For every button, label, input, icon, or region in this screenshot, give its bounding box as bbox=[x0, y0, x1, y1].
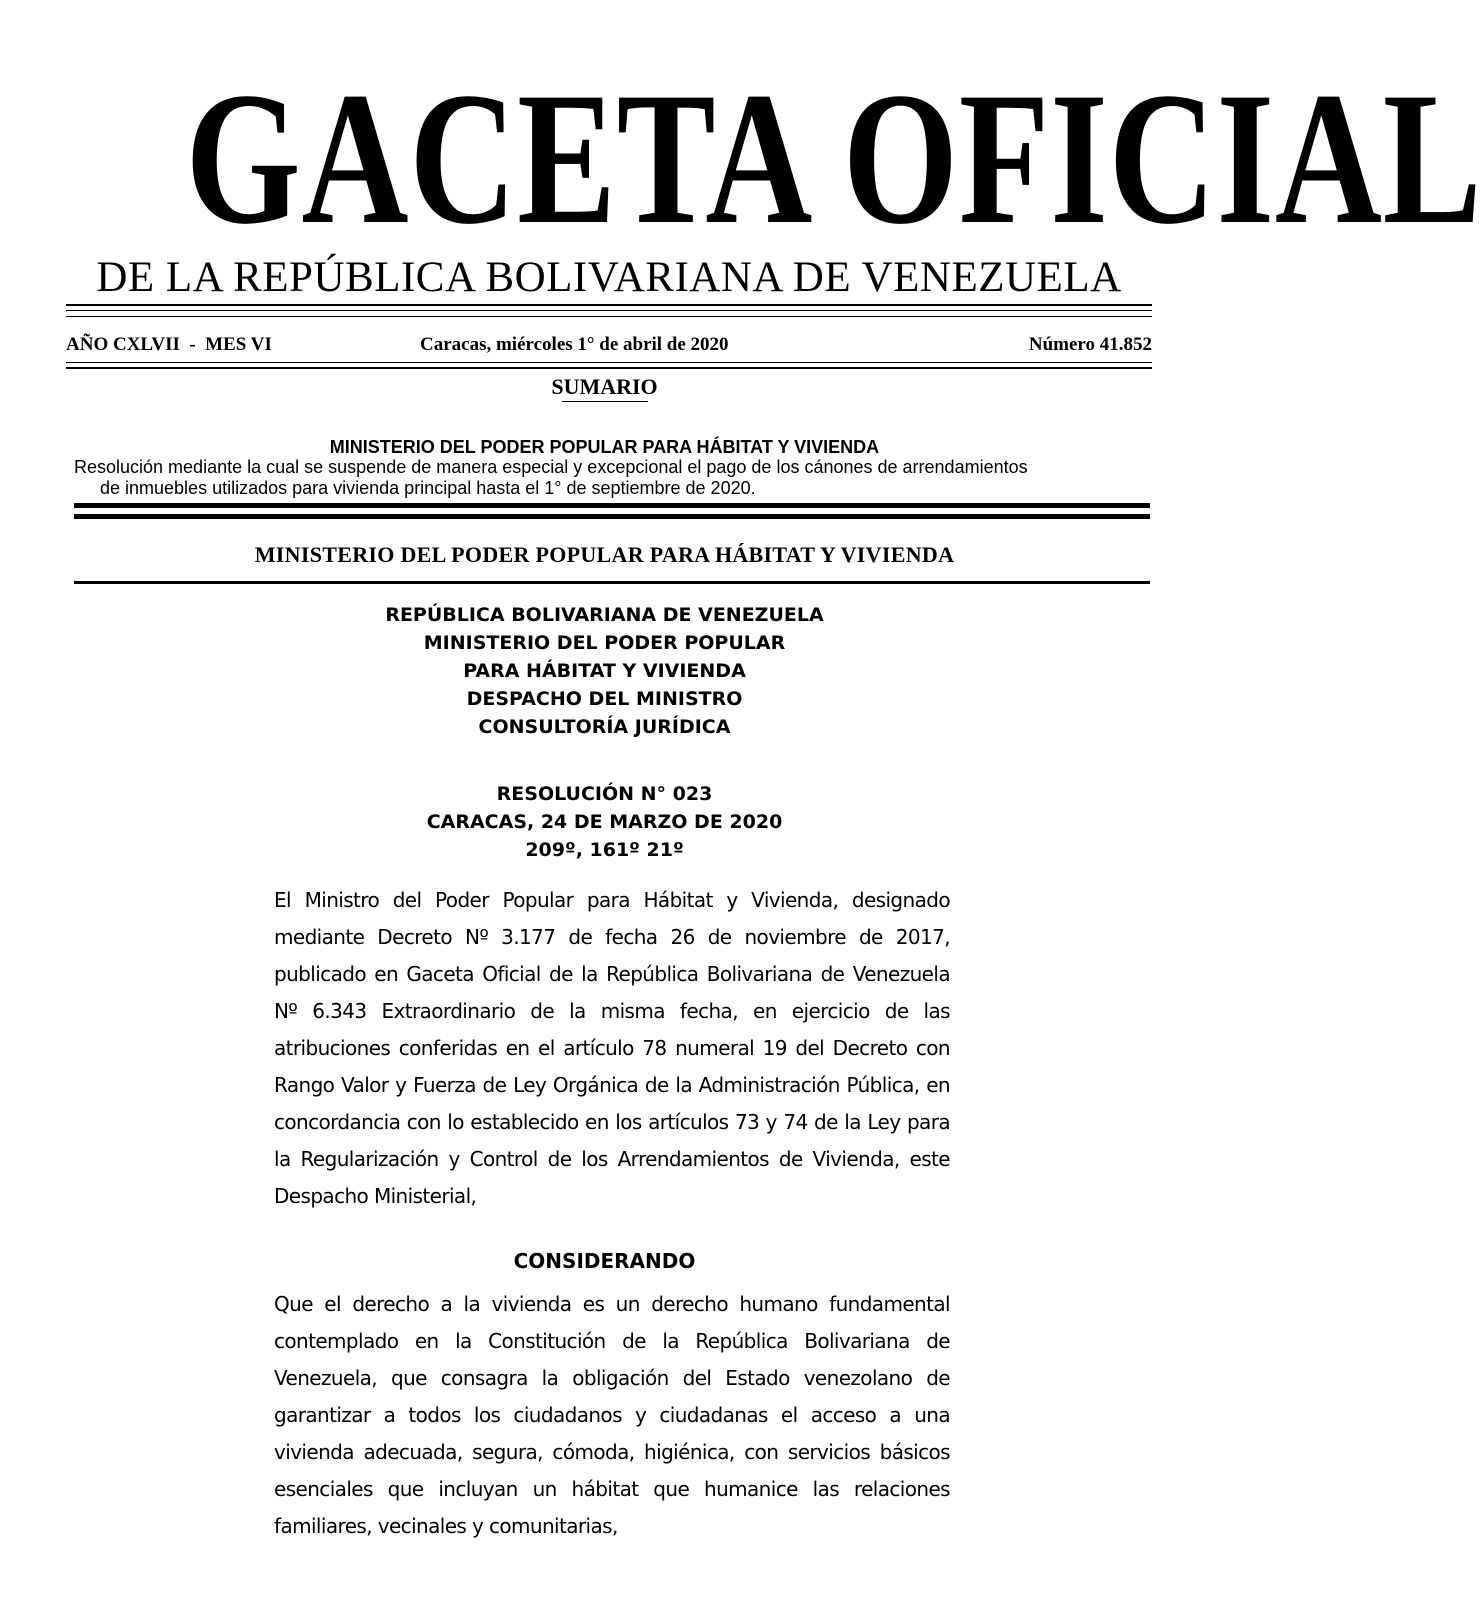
masthead-subtitle: DE LA REPÚBLICA BOLIVARIANA DE VENEZUELA bbox=[96, 254, 1122, 301]
divider bbox=[74, 503, 1150, 508]
masthead-title: GACETA OFICIAL bbox=[185, 54, 1482, 264]
issuer-line: CONSULTORÍA JURÍDICA bbox=[478, 716, 731, 738]
issuer-line: PARA HÁBITAT Y VIVIENDA bbox=[463, 660, 746, 682]
divider bbox=[66, 362, 1152, 363]
divider bbox=[74, 581, 1150, 584]
sumario-ministry: MINISTERIO DEL PODER POPULAR PARA HÁBITAT Y VIVIENDA bbox=[329, 437, 880, 457]
issuer-line: DESPACHO DEL MINISTRO bbox=[466, 688, 743, 710]
sumario-description bbox=[74, 457, 1150, 499]
divider bbox=[74, 514, 1150, 519]
sumario-title: SUMARIO bbox=[551, 374, 658, 399]
divider bbox=[66, 310, 1152, 311]
divider bbox=[66, 304, 1152, 306]
divider bbox=[66, 367, 1152, 369]
issue-info bbox=[66, 333, 1152, 357]
divider bbox=[66, 316, 1152, 317]
sumario-desc-line: Resolución mediante la cual se suspende de manera especial y excepcional el pago de los cánones de arrendamientos bbox=[74, 457, 1028, 477]
issue-number: Número 41.852 bbox=[1028, 334, 1152, 355]
section-title: MINISTERIO DEL PODER POPULAR PARA HÁBITAT Y VIVIENDA bbox=[254, 542, 955, 567]
issue-place-date: Caracas, miércoles 1° de abril de 2020 bbox=[420, 334, 729, 355]
resolution-date: CARACAS, 24 DE MARZO DE 2020 bbox=[426, 811, 783, 833]
issuer-line: REPÚBLICA BOLIVARIANA DE VENEZUELA bbox=[385, 604, 824, 626]
sumario-underline bbox=[562, 401, 648, 402]
considerando-paragraph: Que el derecho a la vivienda es un derecho humano fundamental contemplado en la Constitución de la República Bolivariana de Venezuela, que consagra la obligación del Estado venezolano de garantizar a todos los ciudadanos y ciudadanas el acceso a una vivienda adecuada, segura, cómoda, higiénica, con servicios básicos esenciales que incluyan un hábitat que humanice las relaciones familiares, vecinales y comunitarias, bbox=[274, 1292, 950, 1538]
issuer-block bbox=[0, 601, 1209, 741]
issue-year-month: AÑO CXLVII - MES VI bbox=[66, 334, 272, 355]
resolution-number: RESOLUCIÓN N° 023 bbox=[496, 783, 713, 805]
considerando-heading: CONSIDERANDO bbox=[513, 1249, 696, 1273]
issuer-line: MINISTERIO DEL PODER POPULAR bbox=[423, 632, 786, 654]
resolution-years: 209º, 161º 21º bbox=[525, 839, 684, 861]
masthead bbox=[66, 54, 1482, 264]
sumario-desc-line: de inmuebles utilizados para vivienda principal hasta el 1° de septiembre de 2020. bbox=[100, 478, 756, 498]
preamble-paragraph: El Ministro del Poder Popular para Hábitat y Vivienda, designado mediante Decreto Nº 3.177 de fecha 26 de noviembre de 2017, publicado en Gaceta Oficial de la República Bolivariana de Venezuela Nº 6.343 Extraordinario de la misma fecha, en ejercicio de las atribuciones conferidas en el artículo 78 numeral 19 del Decreto con Rango Valor y Fuerza de Ley Orgánica de la Administración Pública, en concordancia con lo establecido en los artículos 73 y 74 de la Ley para la Regularización y Control de los Arrendamientos de Vivienda, este Despacho Ministerial, bbox=[274, 888, 950, 1208]
resolution-block bbox=[0, 780, 1209, 864]
